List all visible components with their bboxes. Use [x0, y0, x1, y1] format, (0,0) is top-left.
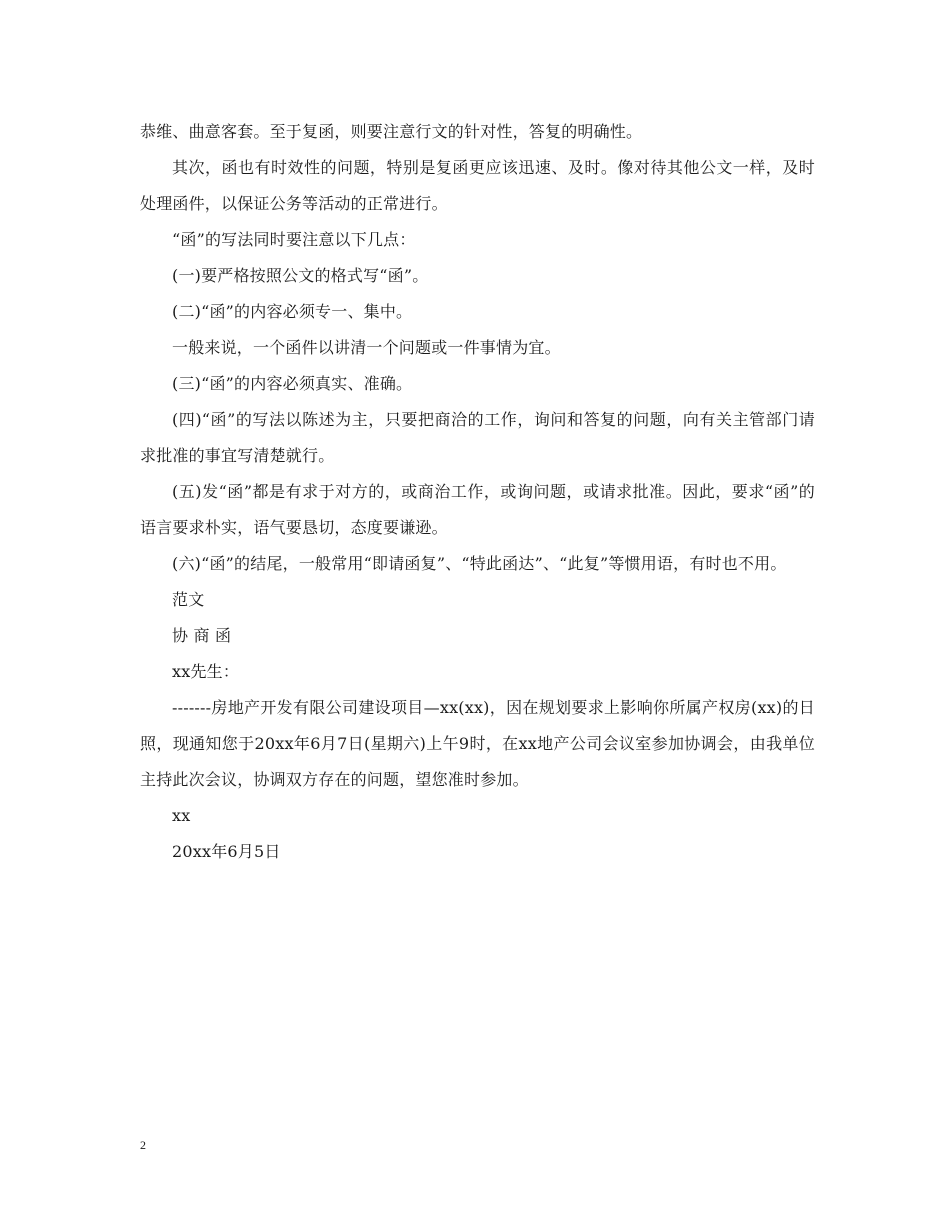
- letter-title: 协 商 函: [172, 626, 232, 645]
- letter-date: 20xx年6月5日: [172, 842, 281, 861]
- paragraph-point-2: (二)“函”的内容必须专一、集中。: [172, 302, 413, 321]
- page-number: 2: [140, 1138, 146, 1152]
- paragraph-point-3: (三)“函”的内容必须真实、准确。: [172, 374, 413, 393]
- paragraph-point-1: (一)要严格按照公文的格式写“函”。: [172, 266, 429, 285]
- letter-body: -------房地产开发有限公司建设项目—xx(xx)，因在规划要求上影响你所属产权房(xx)的日照，现通知您于20xx年6月7日(星期六)上午9时，在xx地产公司会议室参加协调会，由我单位主持此次会议，协调双方存在的问题，望您准时参加。: [140, 698, 815, 789]
- letter-signature: xx: [172, 806, 191, 825]
- sample-heading: 范文: [172, 590, 205, 609]
- paragraph-point-4: (四)“函”的写法以陈述为主，只要把商洽的工作，询问和答复的问题，向有关主管部门请求批准的事宜写清楚就行。: [140, 410, 815, 465]
- document-body: [140, 114, 815, 870]
- paragraph-point-6: (六)“函”的结尾，一般常用“即请函复”、“特此函达”、“此复”等惯用语，有时也不用。: [172, 554, 787, 573]
- paragraph-continuation: 恭维、曲意客套。至于复函，则要注意行文的针对性，答复的明确性。: [140, 122, 643, 141]
- paragraph-point-5: (五)发“函”都是有求于对方的，或商治工作，或询问题，或请求批准。因此，要求“函”的语言要求朴实，语气要恳切，态度要谦逊。: [140, 482, 815, 537]
- paragraph-writing-points-intro: “函”的写法同时要注意以下几点：: [172, 230, 416, 249]
- paragraph-timeliness: 其次，函也有时效性的问题，特别是复函更应该迅速、及时。像对待其他公文一样，及时处理函件，以保证公务等活动的正常进行。: [140, 158, 815, 213]
- letter-salutation: xx先生：: [172, 662, 240, 681]
- paragraph-point-2-note: 一般来说，一个函件以讲清一个问题或一件事情为宜。: [172, 338, 561, 357]
